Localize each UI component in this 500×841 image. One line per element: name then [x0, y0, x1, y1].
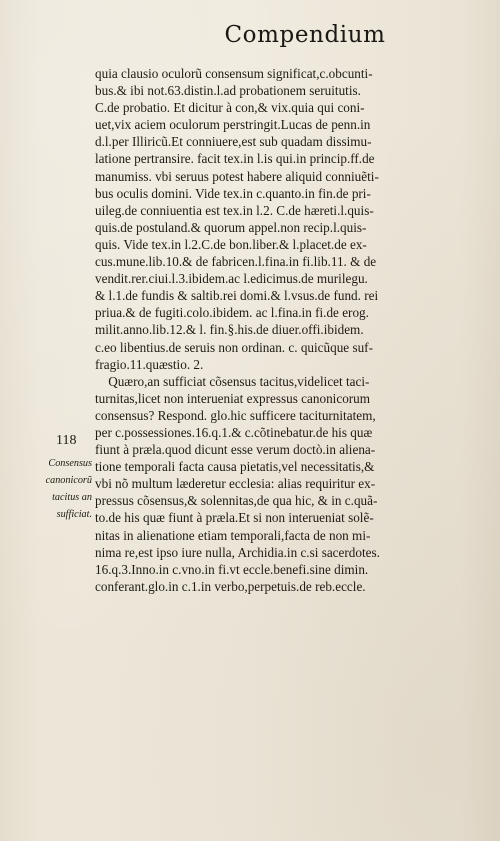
text-line: nitas in alienatione etiam temporali,facta de non mi-	[95, 527, 371, 543]
text-line: turnitas,licet non interueniat expressus canonicorum	[95, 390, 371, 406]
text-line: milit.anno.lib.12.& l. fin.§.his.de diuer.offi.ibidem.	[95, 322, 364, 338]
main-text	[95, 65, 493, 595]
page-title: Compendium	[224, 22, 386, 48]
text-line: to.de his quæ fiunt à præla.Et si non interueniat solẽ-	[95, 510, 374, 526]
text-line: manumiss. vbi seruus potest habere aliquid conniuẽti-	[95, 168, 379, 184]
text-line: bus.& ibi not.63.distin.l.ad probationem seruitutis.	[95, 83, 361, 99]
text-line: tione temporali facta causa pietatis,vel necessitatis,&	[95, 459, 375, 475]
text-line: quis.de postuland.& quorum appel.non recip.l.quis-	[95, 219, 367, 235]
text-line: vbi nõ multum læderetur ecclesia: alias requiritur ex-	[95, 476, 376, 492]
text-line: c.eo libentius.de seruis non ordinan. c. quicũque suf-	[95, 339, 373, 355]
text-line: uileg.de conniuentia est tex.in l.2. C.de hæreti.l.quis-	[95, 202, 374, 218]
text-line: uet,vix aciem oculorum perstringit.Lucas de penn.in	[95, 117, 371, 133]
text-line: Quæro,an sufficiat cõsensus tacitus,videlicet taci-	[95, 373, 370, 389]
text-line: latione pertransire. facit tex.in l.is qui.in princip.ff.de	[95, 151, 375, 167]
text-line: priua.& de fugiti.colo.ibidem. ac l.fina.in fi.de erog.	[95, 305, 369, 321]
text-line: bus oculis domini. Vide tex.in c.quanto.in fin.de pri-	[95, 185, 371, 201]
text-line: pressus cõsensus,& solennitas,de qua hic, & in c.quã-	[95, 493, 378, 509]
text-line: 16.q.3.Inno.in c.vno.in fi.vt eccle.benefi.sine dimin.	[95, 561, 369, 577]
running-header	[0, 22, 500, 48]
text-line: quis. Vide tex.in l.2.C.de bon.liber.& l.placet.de ex-	[95, 236, 367, 252]
margin-note-line: canonicorũ	[45, 475, 92, 486]
text-line: consensus? Respond. glo.hic sufficere taciturnitatem,	[95, 407, 376, 423]
text-line: fragio.11.quæstio. 2.	[95, 356, 204, 372]
margin-note	[24, 455, 92, 523]
text-line: & l.1.de fundis & saltib.rei domi.& l.vsus.de fund. rei	[95, 288, 379, 304]
text-line: nima re,est ipso iure nulla, Archidia.in c.si sacerdotes.	[95, 544, 380, 560]
text-line: per c.possessiones.16.q.1.& c.cõtinebatur.de his quæ	[95, 424, 373, 440]
text-line: cus.mune.lib.10.& de fabricen.l.fina.in fi.lib.11. & de	[95, 254, 377, 270]
paragraph-number: 118	[56, 433, 77, 448]
margin-note-line: sufficiat.	[56, 509, 92, 520]
text-line: vendit.rer.ciui.l.3.ibidem.ac l.edicimus.de murilegu.	[95, 271, 368, 287]
margin-note-line: tacitus an	[52, 492, 92, 503]
text-line: conferant.glo.in c.1.in verbo,perpetuis.de reb.eccle.	[95, 578, 366, 594]
text-line: fiunt à præla.quod dicunt esse verum doctò.in aliena-	[95, 442, 376, 458]
text-line: quia clausio oculorũ consensum significat,c.obcunti-	[95, 66, 373, 81]
text-line: d.l.per Illiricũ.Et conniuere,est sub quadam dissimu-	[95, 134, 372, 150]
text-line: C.de probatio. Et dicitur à con,& vix.quia qui coni-	[95, 100, 365, 116]
margin-note-line: Consensus	[48, 458, 92, 469]
